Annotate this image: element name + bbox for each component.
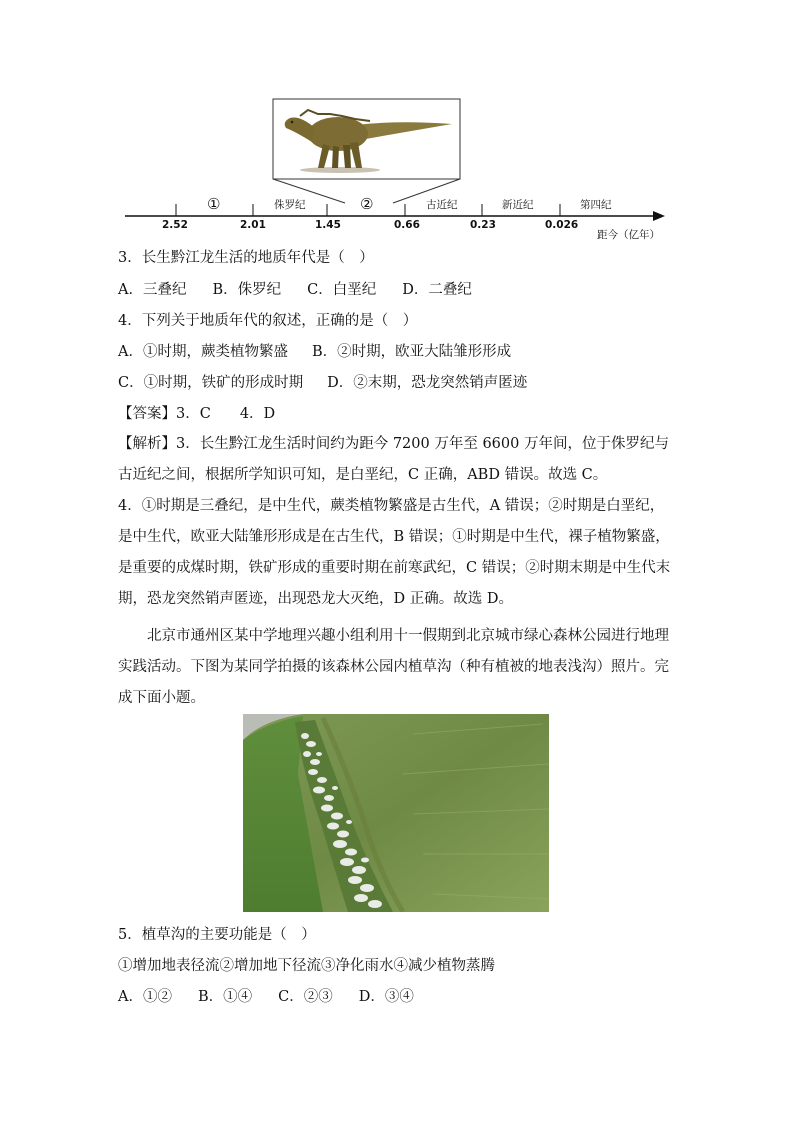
geologic-timeline-figure — [0, 0, 794, 250]
tick-label: 0.026 — [545, 219, 579, 231]
analysis-q4: 4．①时期是三叠纪，是中生代，蕨类植物繁盛是古生代，A 错误；②时期是白垩纪，是中生代，欧亚大陆雏形形成是在古生代，B 错误；①时期是中生代，裸子植物繁盛，是重要的成煤时期，铁矿形成的重要时期在前寒武纪，C 错误；②时期末期是中生代末期，恐龙突然销声匿迹，出现恐龙大灭绝，D 正确。故选 D。 — [118, 498, 671, 607]
period-quaternary: 第四纪 — [580, 199, 612, 211]
q3-option-b: B．侏罗纪 — [212, 282, 282, 298]
q4-option-d: D．②末期，恐龙突然销声匿迹 — [327, 375, 528, 391]
q4-options-ab — [118, 342, 511, 362]
q3-option-a: A．三叠纪 — [118, 282, 187, 298]
q3-options — [118, 280, 498, 300]
period-jurassic: 侏罗纪 — [274, 199, 306, 211]
tick-label: 1.45 — [315, 219, 341, 231]
grass-swale-photo — [243, 714, 549, 912]
q4-stem: 4．下列关于地质年代的叙述，正确的是（ ） — [118, 313, 418, 329]
axis-label: 距今（亿年） — [597, 229, 660, 241]
analysis-q3: 【解析】3．长生黔江龙生活时间约为距今 7200 万年至 6600 万年间，位于侏罗纪与古近纪之间，根据所学知识可知，是白垩纪，C 正确，ABD 错误。故选 C。 — [118, 436, 669, 483]
passage-text: 北京市通州区某中学地理兴趣小组利用十一假期到北京城市绿心森林公园进行地理实践活动。下图为某同学拍摄的该森林公园内植草沟（种有植被的地表浅沟）照片。完成下面小题。 — [118, 628, 669, 706]
q5-option-b: B．①④ — [197, 989, 253, 1005]
q5-items: ①增加地表径流②增加地下径流③净化雨水④减少植物蒸腾 — [118, 958, 495, 974]
tick-label: 2.01 — [240, 219, 266, 231]
tick-label: 0.66 — [394, 219, 420, 231]
q4-option-c: C．①时期，铁矿的形成时期 — [118, 375, 304, 391]
tick-label: 0.23 — [470, 219, 496, 231]
q5-option-a: A．①② — [118, 989, 172, 1005]
period-neogene: 新近纪 — [502, 199, 534, 211]
period-paleogene: 古近纪 — [426, 199, 458, 211]
tick-label: 2.52 — [162, 219, 188, 231]
marker-2: ② — [360, 195, 374, 213]
q4-options-cd — [118, 373, 527, 393]
q4-option-b: B．②时期，欧亚大陆雏形形成 — [311, 344, 512, 360]
q3-option-d: D．二叠纪 — [402, 282, 472, 298]
q3-option-c: C．白垩纪 — [307, 282, 377, 298]
answer-line: 【答案】3．C 4．D — [118, 406, 276, 422]
q5-stem: 5．植草沟的主要功能是（ ） — [118, 927, 316, 943]
q5-option-d: D．③④ — [358, 989, 414, 1005]
q5-options — [118, 987, 440, 1007]
q3-stem: 3．长生黔江龙生活的地质年代是（ ） — [118, 250, 374, 266]
q4-option-a: A．①时期，蕨类植物繁盛 — [118, 344, 288, 360]
marker-1: ① — [207, 195, 221, 213]
q5-option-c: C．②③ — [278, 989, 333, 1005]
